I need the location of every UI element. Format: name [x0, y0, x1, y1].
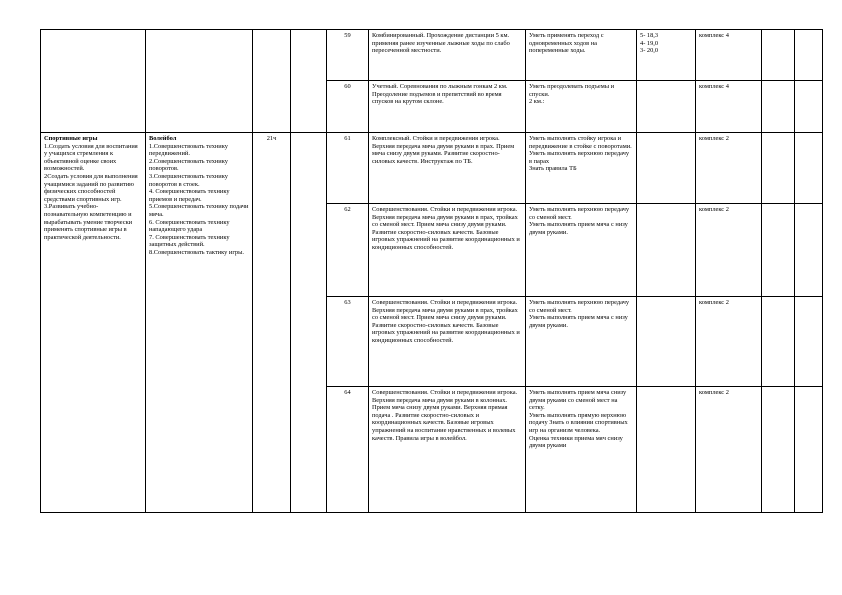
lesson-plan-table [40, 29, 823, 513]
lesson-homework: комплекс 2 [696, 387, 762, 513]
date-fact-cell [795, 297, 823, 387]
table-row [41, 30, 823, 81]
lesson-content: Совершенствования. Стойки и передвижения игрока. Верхняя передача мяча двумя руками в прах, тройках со сменой мест. Прием мяча снизу двумя руками. Развитие скоростно-силовых качеств. Базовые игровых упражнений на развитие координационных и кондиционных способностей. [369, 204, 526, 297]
date-fact-cell [795, 133, 823, 204]
lesson-content: Совершенствования. Стойки и передвижения игрока. Верхняя передача мяча двумя руками в колоннах. Прием мяча снизу двумя руками. Верхняя прямая подача . Развитие скоростно-силовых и координационных качеств. Базовые игровых упражнений на воспитание нравственных и волевых качеств. Правила игры в волейбол. [369, 387, 526, 513]
blank-cell [291, 133, 327, 513]
lesson-homework: комплекс 2 [696, 297, 762, 387]
lesson-requirements: Уметь выполнять верхнюю передачу со сменой мест. Уметь выполнять прием мяча с низу двумя руками. [526, 204, 637, 297]
lesson-content: Комбинированный. Прохождение дистанции 5 км. применяя ранее изученные лыжные ходы по слабо пересеченной местности. [369, 30, 526, 81]
date-fact-cell [795, 204, 823, 297]
date-fact-cell [795, 387, 823, 513]
date-plan-cell [762, 297, 795, 387]
section-cell-empty [41, 30, 146, 133]
lesson-homework: комплекс 2 [696, 204, 762, 297]
lesson-content: Совершенствования. Стойки и передвижения игрока. Верхняя передача мяча двумя руками в прах, тройках со сменой мест. Прием мяча снизу двумя руками. Развитие скоростно-силовых качеств. Базовые игровых упражнений на развитие координационных и кондиционных способностей. [369, 297, 526, 387]
date-fact-cell [795, 81, 823, 133]
lesson-content: Учетный. Соревнования по лыжным гонкам 2 км. Преодоление подъемов и препятствий во время спусков на крутом склоне. [369, 81, 526, 133]
section-cell [41, 133, 146, 513]
lesson-content: Комплексный. Стойки и передвижения игрока. Верхняя передача мяча двумя руками в прах. Прием мяча снизу двумя руками. Развитие скоростно-силовых качеств. Инструктаж по ТБ. [369, 133, 526, 204]
lesson-homework: комплекс 2 [696, 133, 762, 204]
lesson-norms [637, 387, 696, 513]
hours-count: 21ч [253, 133, 291, 513]
topic-cell-empty [146, 30, 253, 133]
lesson-norms [637, 133, 696, 204]
lesson-number: 60 [327, 81, 369, 133]
date-fact-cell [795, 30, 823, 81]
lesson-requirements: Уметь выполнять верхнюю передачу со сменой мест. Уметь выполнять прием мяча с низу двумя руками. [526, 297, 637, 387]
topic-tasks: 1.Совершенствовать технику передвижений. 2.Совершенствовать технику поворотов. 3.Совершенствовать технику поворотов в стоек. 4. Совершенствовать технику приемов и передач. 5.Совершенствовать технику подачи мяча. 6. Совершенствовать технику нападающего удара 7. Совершенствовать технику защитных действий. 8.Совершенствовать тактику игры. [149, 142, 249, 256]
lesson-number: 64 [327, 387, 369, 513]
lesson-homework: комплекс 4 [696, 81, 762, 133]
table-row [41, 133, 823, 204]
topic-title: Волейбол [149, 135, 177, 142]
lesson-norms [637, 297, 696, 387]
lesson-requirements: Уметь выполнять прием мяча снизу двумя руками со сменой мест на сетку. Уметь выполнять прямую верхнюю подачу Знать о влиянии спортивных игр на организм человека. Оценка техники приема мяч снизу двумя руками [526, 387, 637, 513]
date-plan-cell [762, 133, 795, 204]
section-goals: 1.Создать условия для воспитания у учащихся стремления к объективной оценке своих возможностей. 2Создать условия для выполнения учащимися заданий по развитию физических способностей средствами спортивных игр. 3.Развивать учебно-познавательную компетенцию и вырабатывать умение творчески применять спортивные игры в практической деятельности. [44, 142, 138, 241]
lesson-norms [637, 81, 696, 133]
lesson-homework: комплекс 4 [696, 30, 762, 81]
lesson-number: 61 [327, 133, 369, 204]
hours-cell-empty [253, 30, 291, 133]
date-plan-cell [762, 387, 795, 513]
lesson-number: 62 [327, 204, 369, 297]
lesson-number: 63 [327, 297, 369, 387]
lesson-requirements: Уметь преодолевать подъемы и спуски. 2 км.: [526, 81, 637, 133]
lesson-norms [637, 204, 696, 297]
topic-cell [146, 133, 253, 513]
lesson-requirements: Уметь применять переход с одновременных ходов на попеременные ходы. [526, 30, 637, 81]
lesson-requirements: Уметь выполнять стойку игрока и передвижение в стойке с поворотами. Уметь выполнять верхнюю передачу в парах Знать правила ТБ [526, 133, 637, 204]
blank-cell [291, 30, 327, 133]
date-plan-cell [762, 204, 795, 297]
date-plan-cell [762, 30, 795, 81]
lesson-number: 59 [327, 30, 369, 81]
lesson-norms: 5- 18,3 4- 19,0 3- 20,0 [637, 30, 696, 81]
section-title: Спортивные игры [44, 135, 98, 142]
date-plan-cell [762, 81, 795, 133]
